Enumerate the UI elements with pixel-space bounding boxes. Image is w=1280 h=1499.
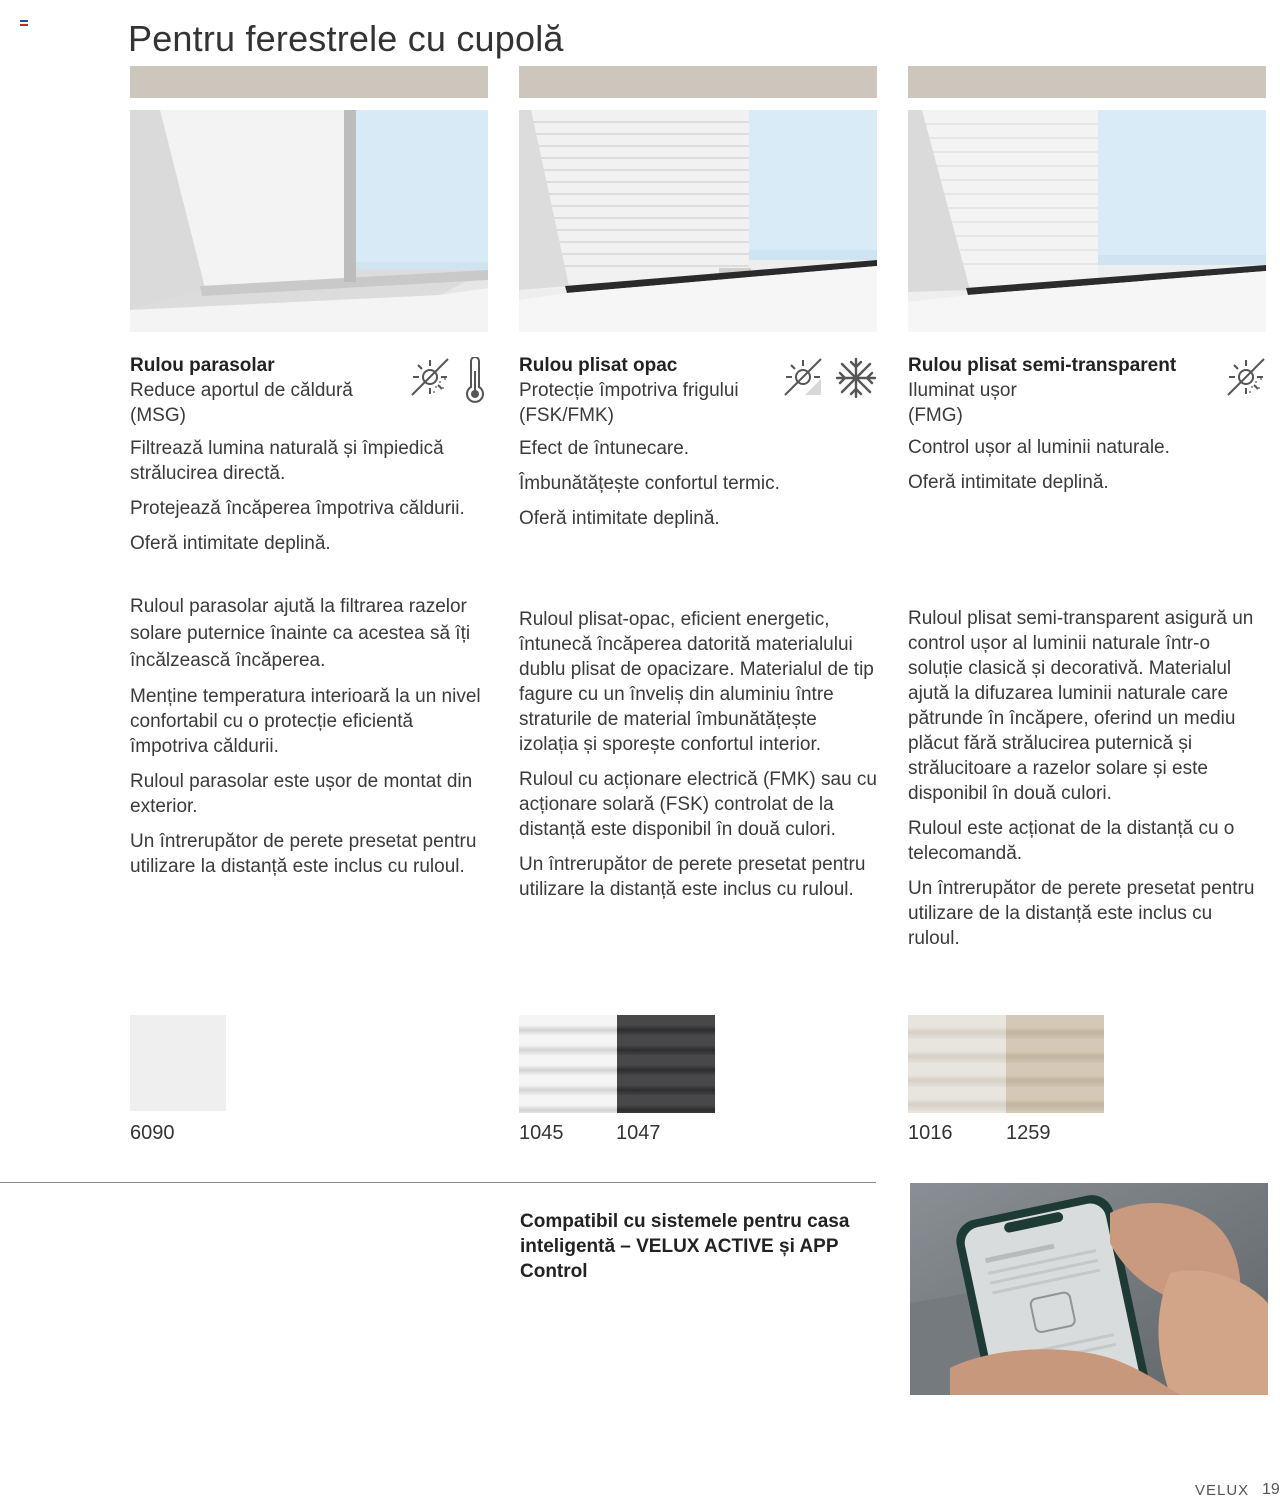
description-text: Un întrerupător de perete presetat pentru utilizare la distanță este inclus cu ruloul. [130,831,477,877]
product-column-plisat-opac [519,66,877,902]
color-swatch-1016 [908,1015,1006,1113]
feature-text: Oferă intimitate deplină. [519,508,720,529]
swatch-code: 1259 [1006,1122,1051,1144]
smartphone-photo [910,1183,1268,1395]
color-swatch-1047 [617,1015,715,1113]
product-name: Rulou parasolar [130,355,275,376]
sun-block-icon [783,357,823,397]
description-text: Ruloul plisat semi-transparent asigură un control ușor al luminii naturale într-o soluție clasică și decorativă. Materialul ajută la difuzarea luminii naturale care pătrunde în încăpere, oferind un mediu plăcut fără strălucirea puternică și strălucitoare a razelor solare și este disponibil în două culori. [908,608,1254,804]
product-code: (FSK/FMK) [519,405,614,426]
swatch-row-parasolar [130,1015,226,1111]
thermometer-icon [462,357,488,403]
sun-filter-icon [410,357,450,397]
product-name: Rulou plisat opac [519,355,678,376]
feature-text: Control ușor al luminii naturale. [908,437,1170,458]
section-divider [0,1182,876,1183]
feature-text: Protejează încăperea împotriva căldurii. [130,498,465,519]
feature-text: Efect de întunecare. [519,438,690,459]
description-text: Ruloul cu acționare electrică (FMK) sau cu acționare solară (FSK) controlat de la distanță este disponibil în două culori. [519,769,877,840]
product-subtitle: Reduce aportul de căldură [130,380,353,401]
color-swatch-1259 [1006,1015,1104,1113]
swatch-row-plisat-opac [519,1015,715,1113]
feature-text: Oferă intimitate deplină. [908,472,1109,493]
product-photo-plisat-semi-transparent [908,110,1266,332]
page-title: Pentru ferestrele cu cupolă [128,18,564,60]
description-text: Ruloul parasolar ajută la filtrarea razelor solare puternice înainte ca acestea să îți încălzească încăperea. [130,596,471,671]
description-text: Un întrerupător de perete presetat pentru utilizare de la distanță este inclus cu ruloul. [908,878,1255,949]
swatch-code: 1045 [519,1122,564,1144]
product-column-plisat-semi-transparent [908,66,1266,951]
color-swatch-6090 [130,1015,226,1111]
language-flag-icon [20,20,28,26]
feature-text: Îmbunătățește confortul termic. [519,473,780,494]
header-bar [130,66,488,98]
description-text: Un întrerupător de perete presetat pentru utilizare la distanță este inclus cu ruloul. [519,854,866,900]
swatch-row-plisat-semi-transparent [908,1015,1104,1113]
description-text: Menține temperatura interioară la un nivel confortabil cu o protecție eficientă împotriva căldurii. [130,686,481,757]
color-swatch-1045 [519,1015,617,1113]
swatch-code: 6090 [130,1122,175,1144]
sun-filter-icon [1226,357,1266,397]
swatch-code: 1016 [908,1122,953,1144]
brand-logo-text: VELUX [1195,1482,1250,1499]
product-name: Rulou plisat semi-transparent [908,355,1177,376]
product-photo-parasolar [130,110,488,332]
description-text: Ruloul parasolar este ușor de montat din exterior. [130,771,473,817]
feature-text: Filtrează lumina naturală și împiedică strălucirea directă. [130,438,444,484]
description-text: Ruloul plisat-opac, eficient energetic, întunecă încăperea datorită materialului dublu plisat de opacizare. Materialul de tip fagure cu un înveliș din aluminiu între straturile de material îmbunătățește izolația și sporește confortul interior. [519,609,874,755]
header-bar [908,66,1266,98]
product-code: (MSG) [130,405,186,426]
product-subtitle: Iluminat ușor [908,380,1017,401]
product-code: (FMG) [908,405,963,426]
product-subtitle: Protecție împotriva frigului [519,380,739,401]
feature-text: Oferă intimitate deplină. [130,533,331,554]
product-column-parasolar [130,66,488,879]
page-number: 19 [1262,1481,1280,1498]
description-text: Ruloul este acționat de la distanță cu o telecomandă. [908,818,1235,864]
smart-home-text: Compatibil cu sistemele pentru casa inteligentă – VELUX ACTIVE și APP Control [520,1211,850,1282]
header-bar [519,66,877,98]
swatch-code: 1047 [616,1122,661,1144]
product-photo-plisat-opac [519,110,877,332]
snowflake-icon [835,357,877,399]
